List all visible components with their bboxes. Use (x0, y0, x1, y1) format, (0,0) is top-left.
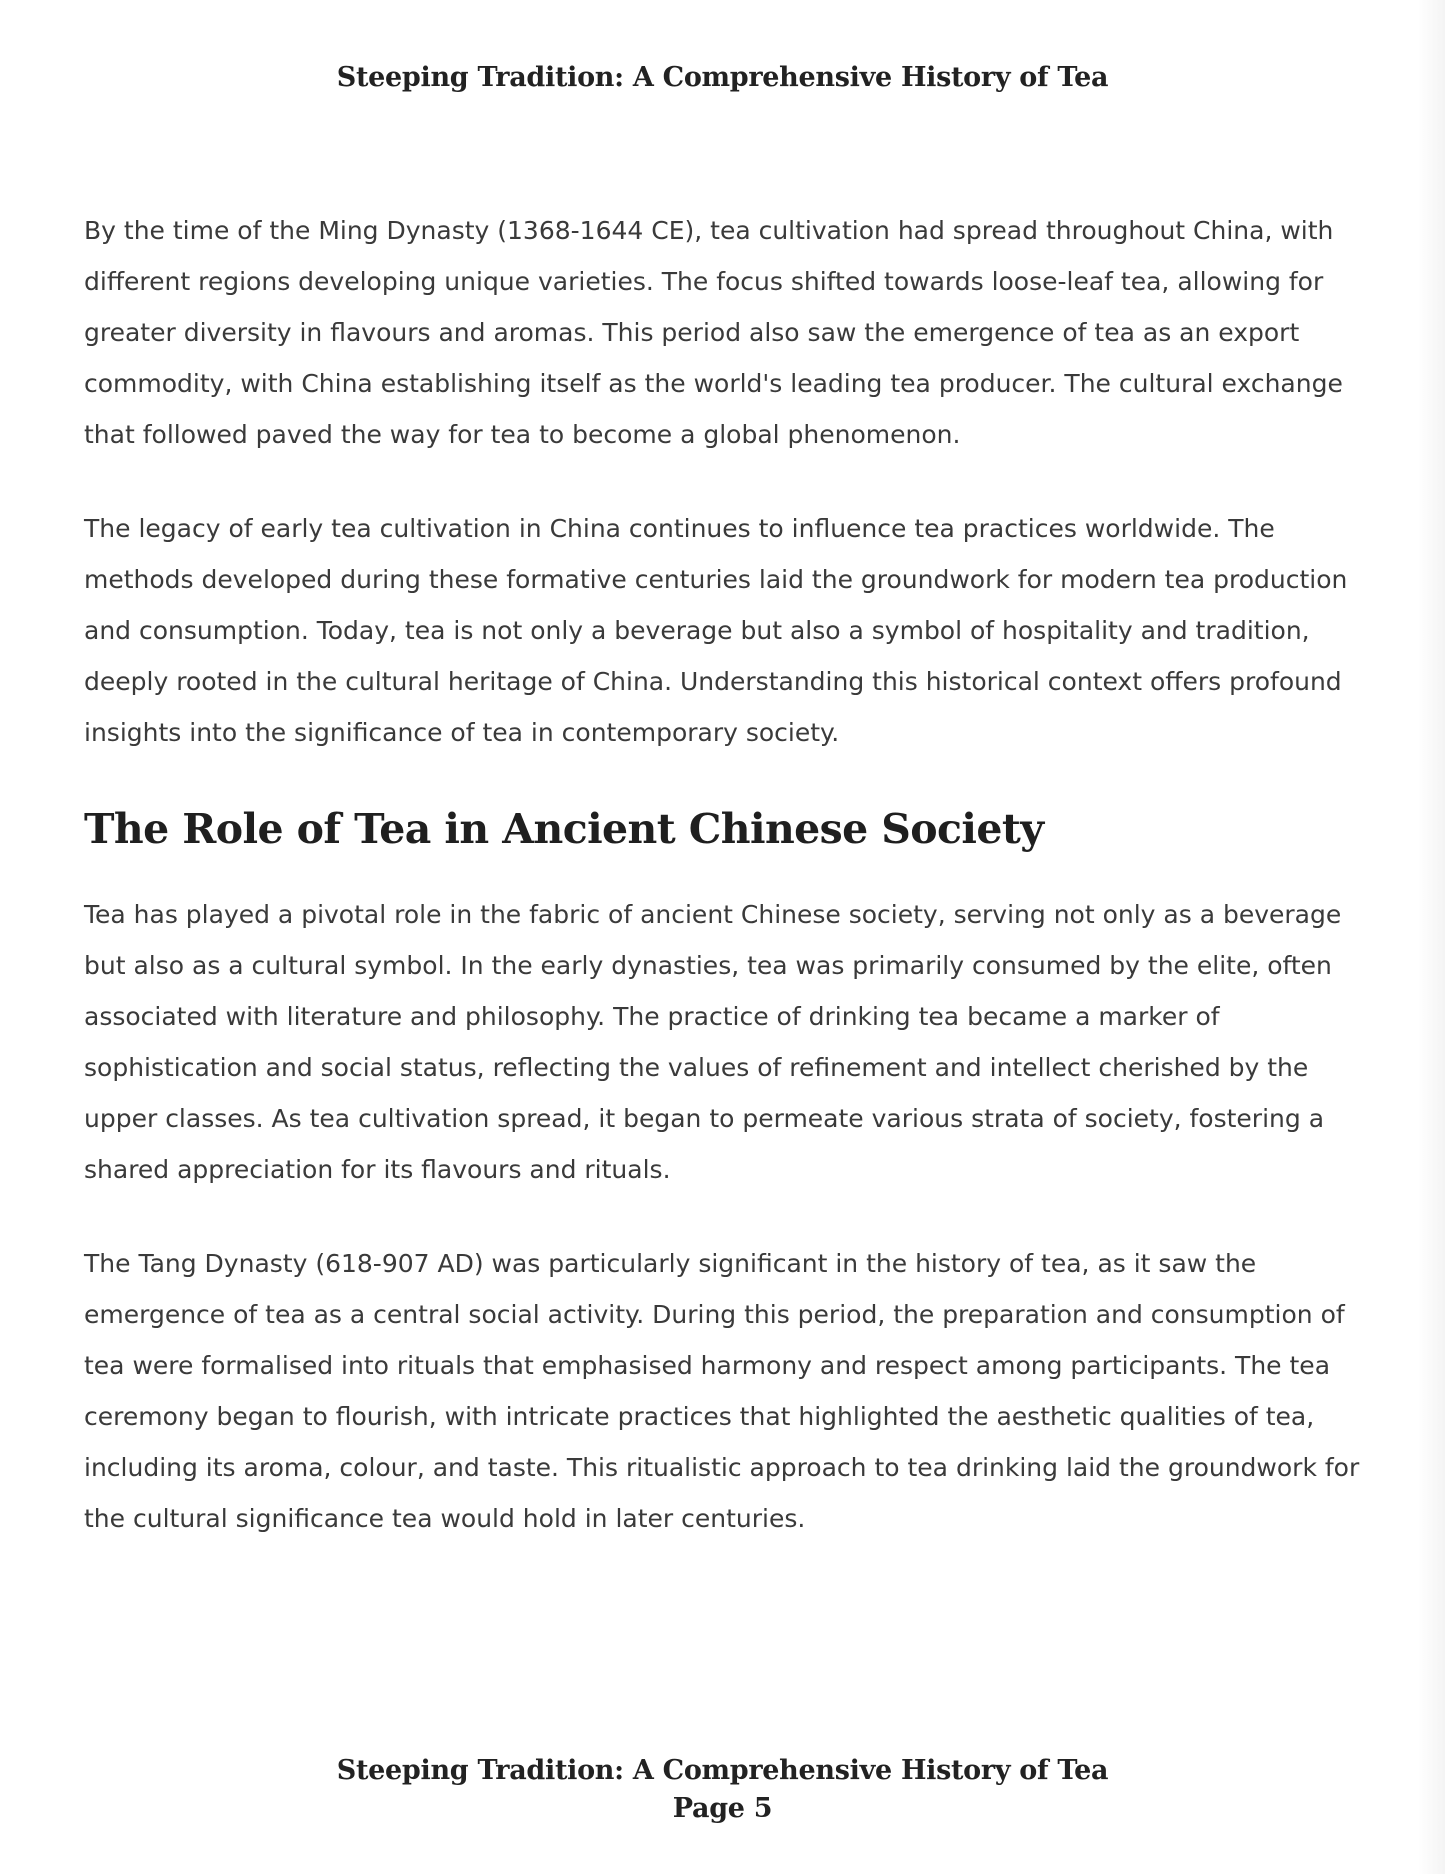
body-paragraph: The legacy of early tea cultivation in China continues to influence tea practices worldwide. The methods developed during these formative centuries laid the groundwork for modern tea production and consumption. Today, tea is not only a beverage but also a symbol of hospitality and tradition, deeply rooted in the cultural heritage of China. Understanding this historical context offers profound insights into the significance of tea in contemporary society. (84, 514, 1348, 747)
running-footer (0, 1752, 1445, 1828)
running-header-title: Steeping Tradition: A Comprehensive History of Tea (336, 62, 1109, 93)
page-number: Page 5 (672, 1793, 773, 1824)
running-footer-title: Steeping Tradition: A Comprehensive History of Tea (336, 1755, 1109, 1786)
body-paragraph: By the time of the Ming Dynasty (1368-1644 CE), tea cultivation had spread throughout China, with different regions developing unique varieties. The focus shifted towards loose-leaf tea, allowing for greater diversity in flavours and aromas. This period also saw the emergence of tea as an export commodity, with China establishing itself as the world's leading tea producer. The cultural exchange that followed paved the way for tea to become a global phenomenon. (84, 216, 1343, 449)
body-paragraph: Tea has played a pivotal role in the fabric of ancient Chinese society, serving not only as a beverage but also as a cultural symbol. In the early dynasties, tea was primarily consumed by the elite, often associated with literature and philosophy. The practice of drinking tea became a marker of sophistication and social status, reflecting the values of refinement and intellect cherished by the upper classes. As tea cultivation spread, it began to permeate various strata of society, fostering a shared appreciation for its flavours and rituals. (84, 900, 1342, 1184)
page-content (84, 205, 1364, 1587)
body-paragraph: The Tang Dynasty (618-907 AD) was particularly significant in the history of tea, as it saw the emergence of tea as a central social activity. During this period, the preparation and consumption of tea were formalised into rituals that emphasised harmony and respect among participants. The tea ceremony began to flourish, with intricate practices that highlighted the aesthetic qualities of tea, including its aroma, colour, and taste. This ritualistic approach to tea drinking laid the groundwork for the cultural significance tea would hold in later centuries. (84, 1249, 1360, 1533)
section-heading: The Role of Tea in Ancient Chinese Society (84, 805, 1044, 853)
